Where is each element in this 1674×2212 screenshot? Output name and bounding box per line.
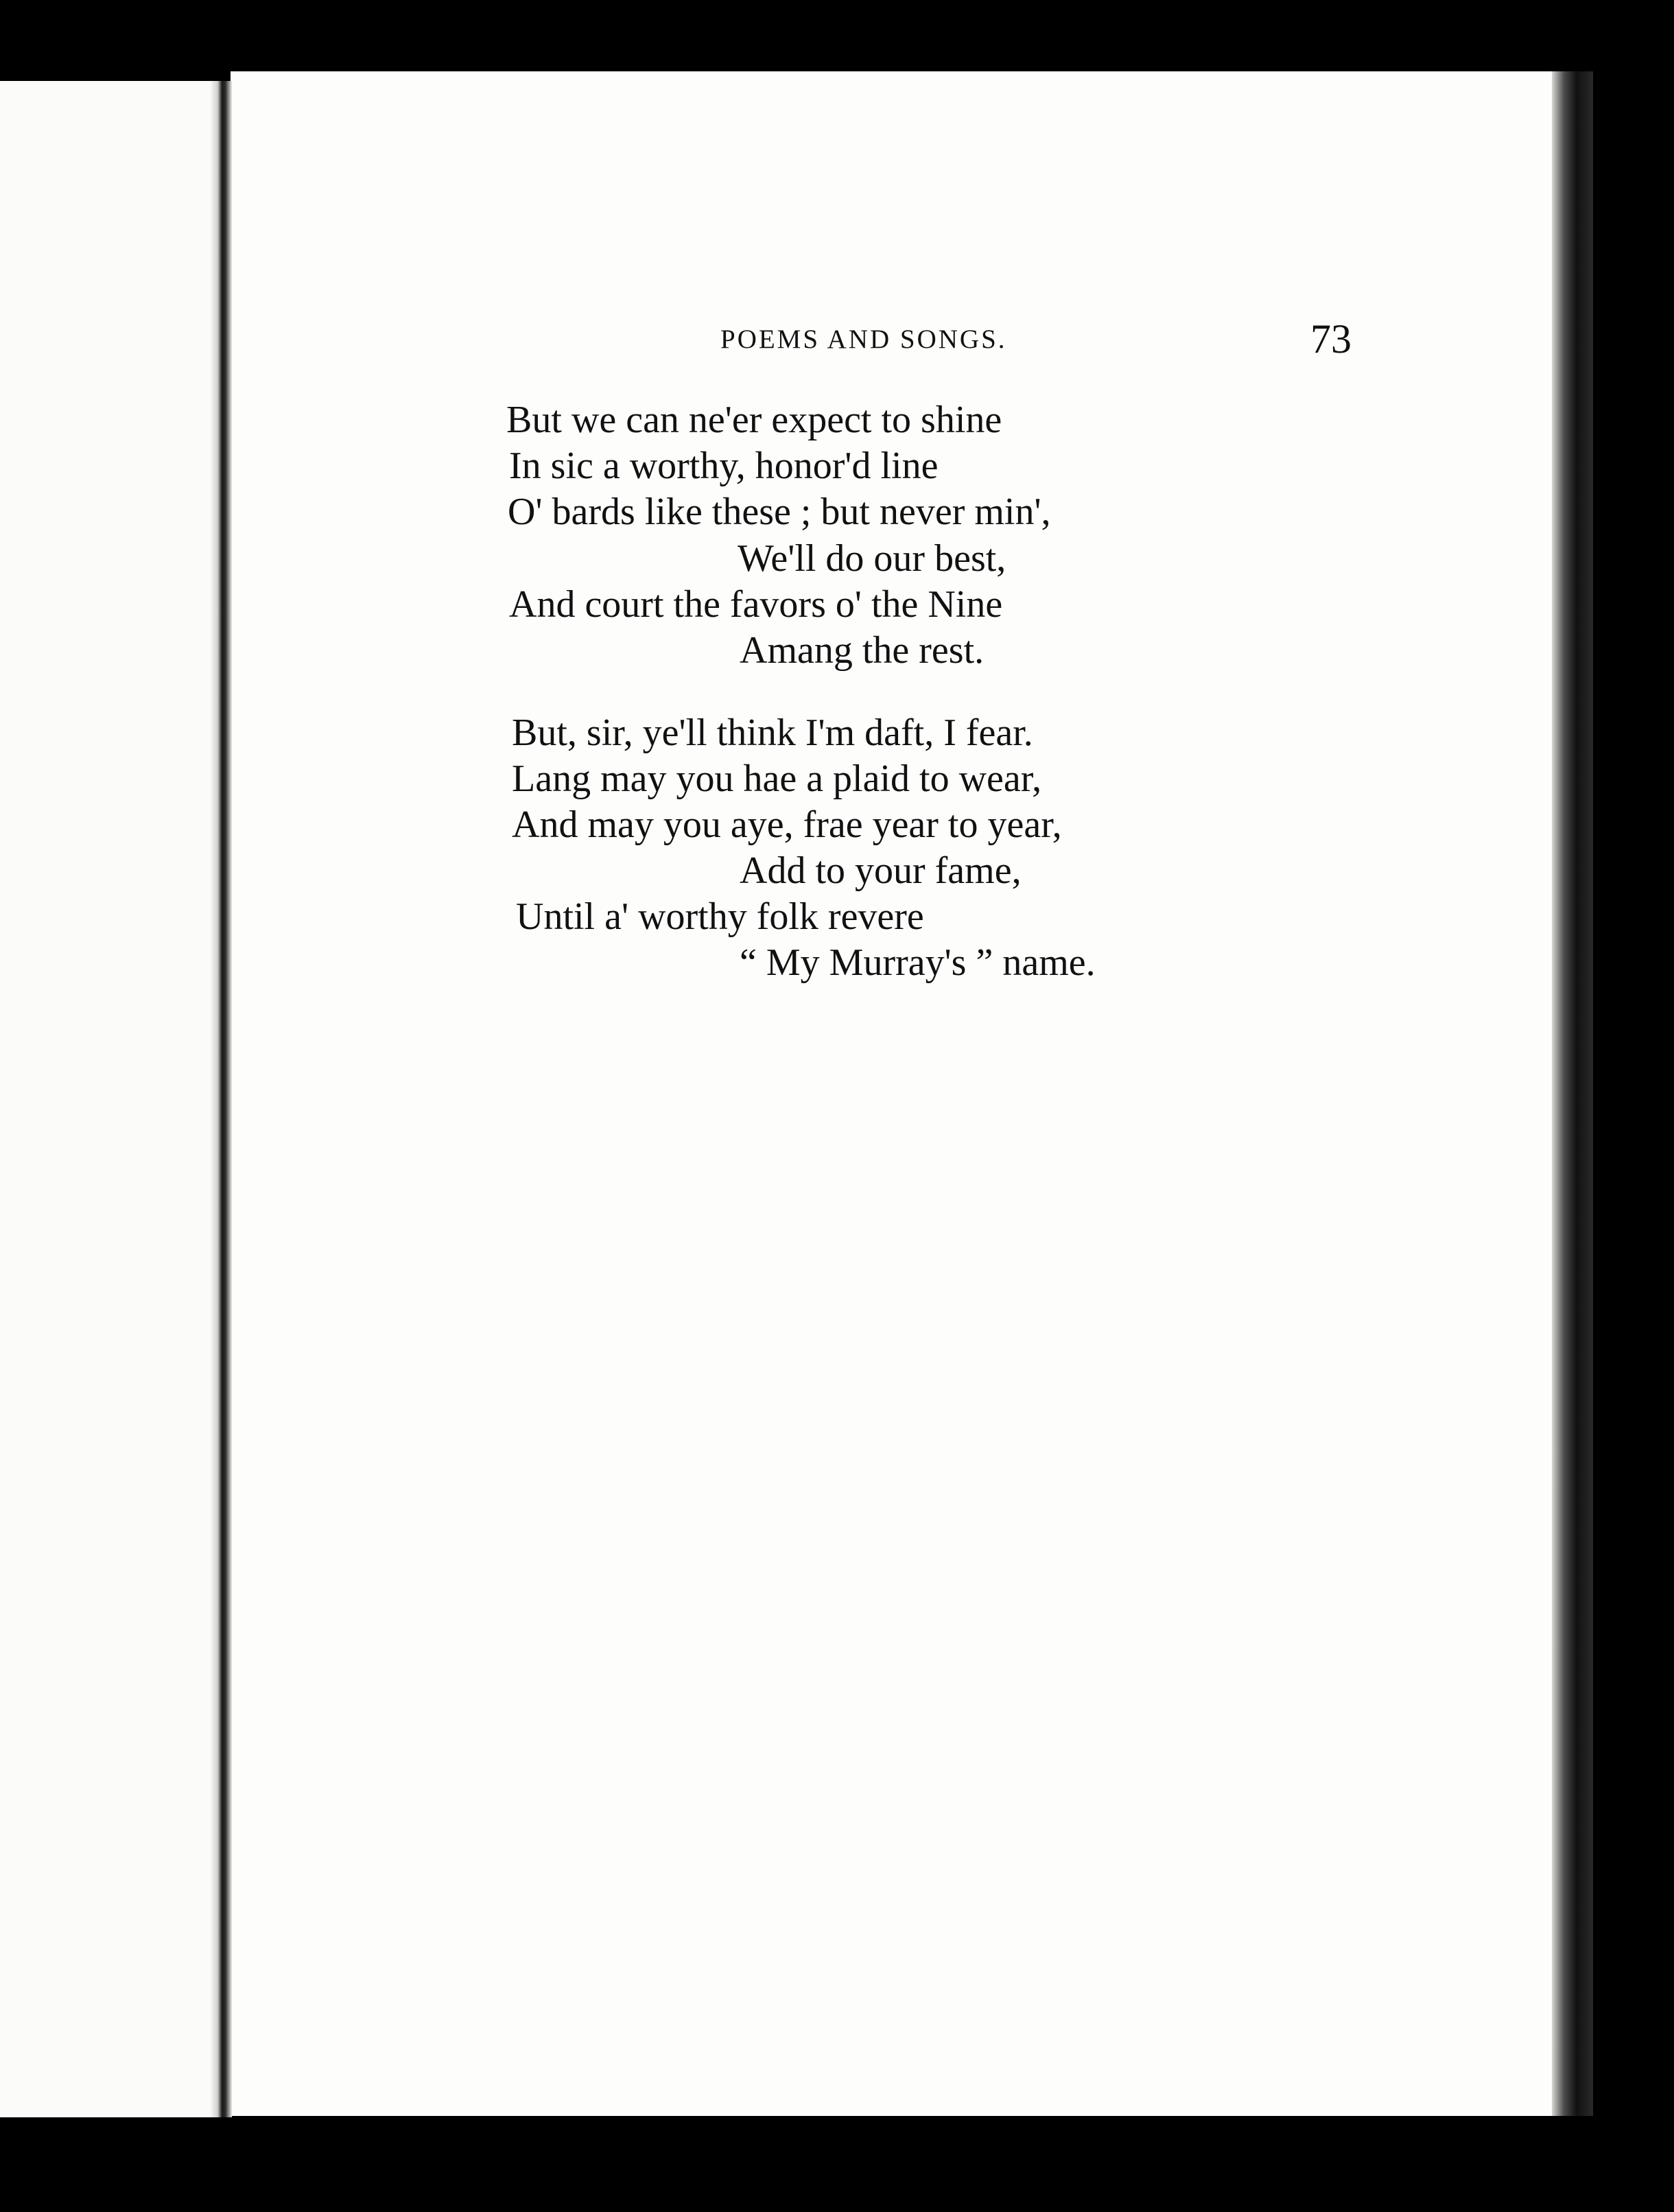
verse-line: Until a' worthy folk revere <box>516 895 924 938</box>
verse-line: We'll do our best, <box>738 537 1006 580</box>
verse-line: But we can ne'er expect to shine <box>506 399 1002 441</box>
verse-line: In sic a worthy, honor'd line <box>509 445 939 487</box>
page-edge <box>1552 71 1593 2116</box>
verse-line: Amang the rest. <box>740 629 985 672</box>
verse-line: And court the favors o' the Nine <box>509 583 1003 626</box>
verse-line: Add to your fame, <box>740 849 1022 892</box>
book-page <box>231 71 1561 2116</box>
verse-line: And may you aye, frae year to year, <box>512 803 1062 846</box>
verse-line: “ My Murray's ” name. <box>740 941 1096 984</box>
verse-line: O' bards like these ; but never min', <box>508 491 1051 533</box>
book-gutter <box>210 81 232 2117</box>
verse-line: But, sir, ye'll think I'm daft, I fear. <box>512 711 1033 754</box>
running-head: POEMS AND SONGS. <box>720 325 1007 354</box>
page-number: 73 <box>1310 316 1352 362</box>
verse-line: Lang may you hae a plaid to wear, <box>512 757 1042 800</box>
left-page-margin <box>0 81 221 2117</box>
